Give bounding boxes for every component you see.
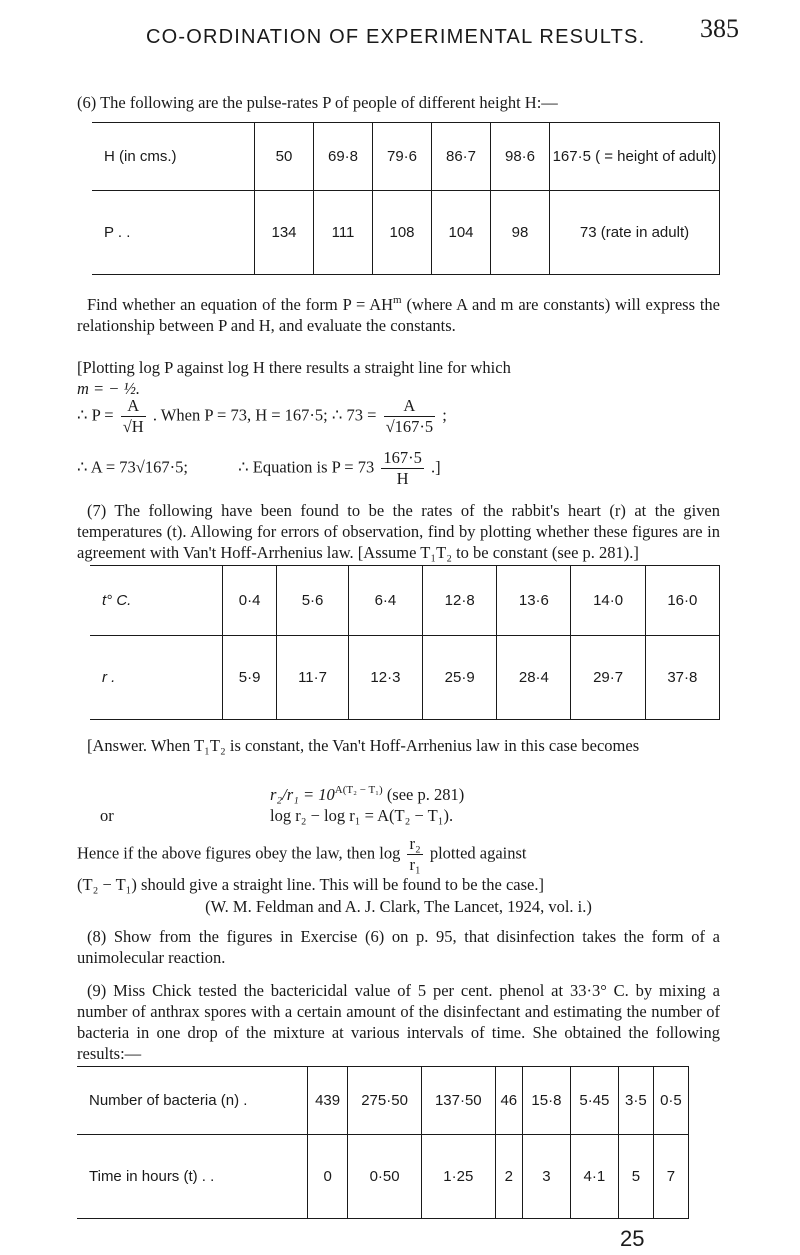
table-cell: 275·50	[348, 1067, 422, 1135]
table-cell: 50	[255, 123, 314, 191]
table-cell: 5	[618, 1135, 653, 1219]
answer-line-2: Hence if the above figures obey the law, then log $\frac{\text{r₂}}{\text{r₁}}$ plotted against	[77, 834, 527, 874]
table-cell: 28·4	[497, 636, 571, 720]
table-cell: 13·6	[497, 566, 571, 636]
exercise-7-table	[90, 565, 720, 720]
table-cell: 5·45	[570, 1067, 618, 1135]
table-cell: 16·0	[645, 566, 719, 636]
table-row-label: Time in hours (t) . .	[77, 1135, 308, 1219]
table-row-label: H (in cms.)	[92, 123, 255, 191]
table-cell: 98·6	[491, 123, 550, 191]
table-cell: 29·7	[571, 636, 645, 720]
table-cell: 3	[522, 1135, 570, 1219]
table-cell: 12·3	[348, 636, 422, 720]
table-cell: 5·9	[223, 636, 277, 720]
table-row	[77, 1067, 689, 1135]
table-cell: 167·5 ( = height of adult)	[550, 123, 720, 191]
table-cell: 69·8	[314, 123, 373, 191]
table-cell: 0·50	[348, 1135, 422, 1219]
table-cell: 12·8	[423, 566, 497, 636]
table-row-label: r .	[90, 636, 223, 720]
table-cell: 1·25	[421, 1135, 495, 1219]
table-cell: 98	[491, 191, 550, 275]
table-cell: 137·50	[421, 1067, 495, 1135]
table-cell: 73 (rate in adult)	[550, 191, 720, 275]
table-cell: 86·7	[432, 123, 491, 191]
page-header	[0, 14, 800, 50]
page-number: 385	[700, 14, 739, 43]
citation: (W. M. Feldman and A. J. Clark, The Lancet, 1924, vol. i.)	[205, 897, 592, 916]
table-cell: 0·4	[223, 566, 277, 636]
equation-1: ∴ P = $\frac{A}{√H}$ . When P = 73, H = 167·5; ∴ 73 = $\frac{A}{√167\cdot 5}$ ;	[77, 396, 447, 436]
answer-line-3: (T₂ − T₁) should give a straight line. This will be found to be the case.]	[77, 875, 544, 894]
table-cell: 0·5	[653, 1067, 688, 1135]
table-cell: 7	[653, 1135, 688, 1219]
answer-equation-2: log r₂ − log r₁ = A(T₂ − T₁).	[270, 806, 454, 825]
table-row	[90, 636, 720, 720]
table-cell: 0	[308, 1135, 348, 1219]
table-row-label: P . .	[92, 191, 255, 275]
table-cell: 79·6	[373, 123, 432, 191]
table-cell: 104	[432, 191, 491, 275]
table-cell: 108	[373, 191, 432, 275]
equation-2: ∴ A = 73√167·5; ∴ Equation is P = 73 $\frac{167\cdot 5}{H}$ .]	[77, 448, 441, 488]
exercise-9-table	[77, 1066, 689, 1219]
table-cell: 3·5	[618, 1067, 653, 1135]
table-cell: 111	[314, 191, 373, 275]
table-cell: 37·8	[645, 636, 719, 720]
table-cell: 11·7	[277, 636, 349, 720]
table-row-label: t° C.	[90, 566, 223, 636]
table-cell: 14·0	[571, 566, 645, 636]
running-head: CO-ORDINATION OF EXPERIMENTAL RESULTS.	[146, 26, 646, 48]
exercise-6-plot-note: [Plotting log P against log H there results a straight line for which m = − ½.	[77, 358, 511, 398]
exercise-6-question: Find whether an equation of the form $P = AH^m$ (where A and m are constants) will express the relationship between P and H, and evaluate the constants.	[77, 294, 720, 335]
exercise-6-table	[92, 122, 720, 275]
table-cell: 46	[495, 1067, 522, 1135]
table-cell: 6·4	[348, 566, 422, 636]
table-cell: 4·1	[570, 1135, 618, 1219]
answer-equation-1: $r_2/r_1 = 10^{A(T_2 - T_1)}$ (see p. 281)	[270, 784, 465, 804]
table-cell: 15·8	[522, 1067, 570, 1135]
table-row	[77, 1135, 689, 1219]
table-row	[90, 566, 720, 636]
exercise-7-text: (7) The following have been found to be the rates of the rabbit's heart (r) at the given temperatures (t). Allowing for errors of observation, find by plotting whether these figures are in agreement with Van't Hoff-Arrhenius law. [Assume T₁T₂ to be constant (see p. 281).]	[77, 501, 720, 562]
table-cell: 25·9	[423, 636, 497, 720]
table-cell: 2	[495, 1135, 522, 1219]
signature-mark: 25	[620, 1226, 645, 1251]
answer-or: or	[100, 806, 114, 825]
table-row-label: Number of bacteria (n) .	[77, 1067, 308, 1135]
exercise-9-text: (9) Miss Chick tested the bactericidal value of 5 per cent. phenol at 33·3° C. by mixing a number of anthrax spores with a certain amount of the disinfectant and estimating the number of bacteria in one drop of the mixture at various intervals of time. She obtained the following results:—	[77, 981, 720, 1063]
exercise-8-text: (8) Show from the figures in Exercise (6) on p. 95, that disinfection takes the form of a unimolecular reaction.	[77, 927, 720, 967]
table-cell: 439	[308, 1067, 348, 1135]
table-cell: 134	[255, 191, 314, 275]
table-cell: 5·6	[277, 566, 349, 636]
table-row	[92, 191, 720, 275]
exercise-6-intro: (6) The following are the pulse-rates P of people of different height H:—	[77, 93, 558, 112]
exercise-7-answer: [Answer. When T₁T₂ is constant, the Van't Hoff-Arrhenius law in this case becomes	[87, 736, 640, 755]
table-row	[92, 123, 720, 191]
